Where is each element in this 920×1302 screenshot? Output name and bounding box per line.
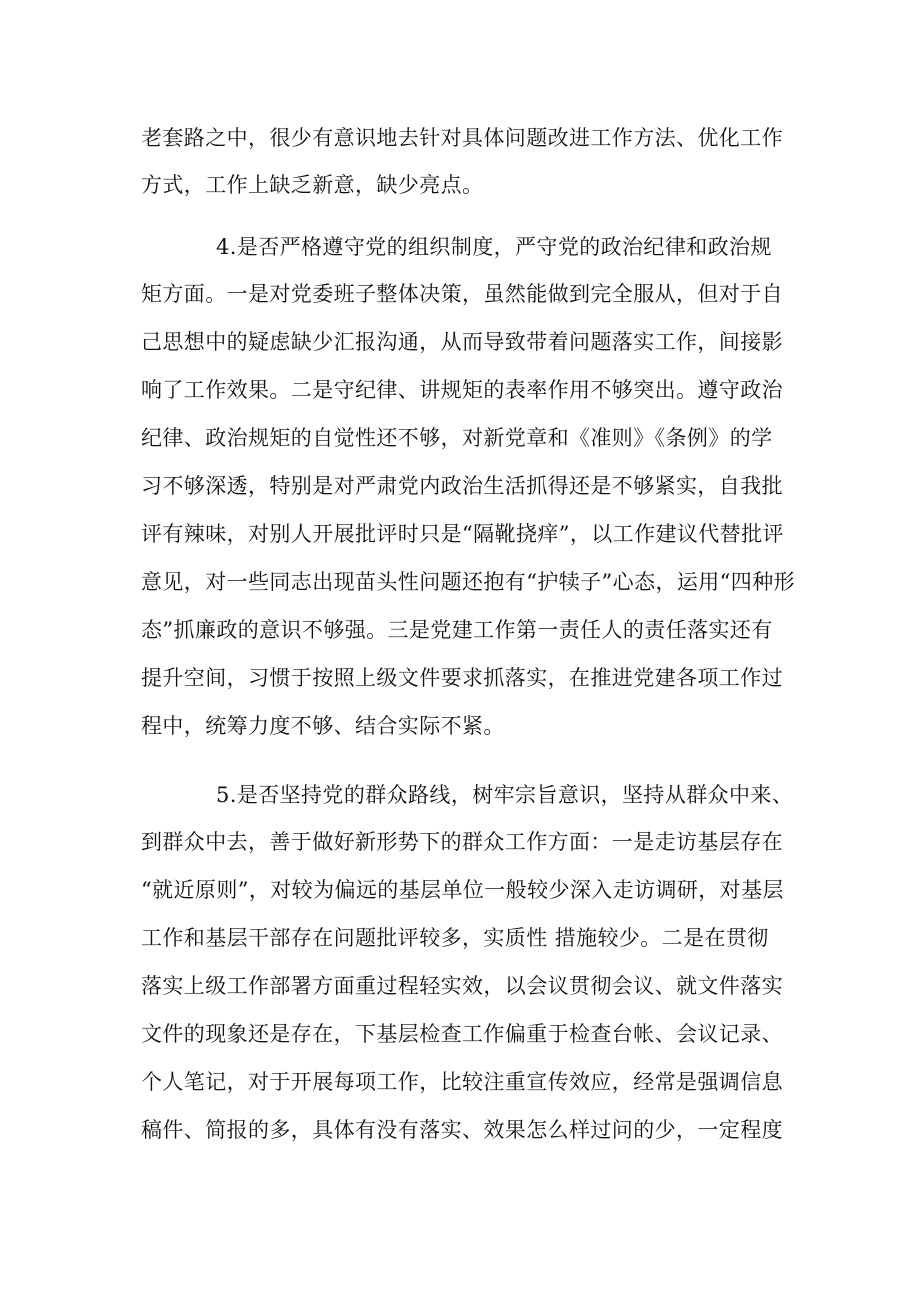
- text-line: 稿件、简报的多，具体有没有落实、效果怎么样过问的少，一定程度: [141, 1118, 783, 1142]
- text-line: 程中，统筹力度不够、结合实际不紧。: [141, 714, 505, 738]
- text-line: 意见，对一些同志出现苗头性问题还抱有“护犊子”心态，运用“四种形: [141, 570, 796, 594]
- text-line: “就近原则”，对较为偏远的基层单位一般较少深入走访调研，对基层: [141, 878, 784, 902]
- text-line: 提升空间，习惯于按照上级文件要求抓落实，在推进党建各项工作过: [141, 666, 783, 690]
- paragraph-4-heading-line: 4.是否严格遵守党的组织制度，严守党的政治纪律和政治规: [216, 235, 772, 259]
- text-line: 到群众中去，善于做好新形势下的群众工作方面：一是走访基层存在: [141, 830, 783, 854]
- text-line: 工作和基层干部存在问题批评较多，实质性 措施较少。二是在贯彻: [141, 926, 769, 950]
- text-line: 态”抓廉政的意识不够强。三是党建工作第一责任人的责任落实还有: [141, 618, 773, 642]
- text-line: 己思想中的疑虑缺少汇报沟通，从而导致带着问题落实工作，间接影: [141, 330, 783, 354]
- text-line: 习不够深透，特别是对严肃党内政治生活抓得还是不够紧实，自我批: [141, 474, 783, 498]
- text-line: 评有辣味，对别人开展批评时只是“隔靴挠痒”，以工作建议代替批评: [141, 522, 784, 546]
- text-line: 文件的现象还是存在，下基层检查工作偏重于检查台帐、会议记录、: [141, 1022, 783, 1046]
- text-line: 方式，工作上缺乏新意，缺少亮点。: [141, 173, 484, 197]
- text-line: 老套路之中，很少有意识地去针对具体问题改进工作方法、优化工作: [141, 126, 783, 150]
- text-line: 矩方面。一是对党委班子整体决策，虽然能做到完全服从，但对于自: [141, 282, 783, 306]
- text-line: 个人笔记，对于开展每项工作，比较注重宣传效应，经常是强调信息: [141, 1070, 783, 1094]
- paragraph-5-heading-line: 5.是否坚持党的群众路线，树牢宗旨意识，坚持从群众中来、: [216, 783, 794, 807]
- text-line: 落实上级工作部署方面重过程轻实效，以会议贯彻会议、就文件落实: [141, 974, 783, 998]
- text-line: 纪律、政治规矩的自觉性还不够，对新党章和《准则》《条例》的学: [141, 426, 773, 450]
- text-line: 响了工作效果。二是守纪律、讲规矩的表率作用不够突出。遵守政治: [141, 378, 783, 402]
